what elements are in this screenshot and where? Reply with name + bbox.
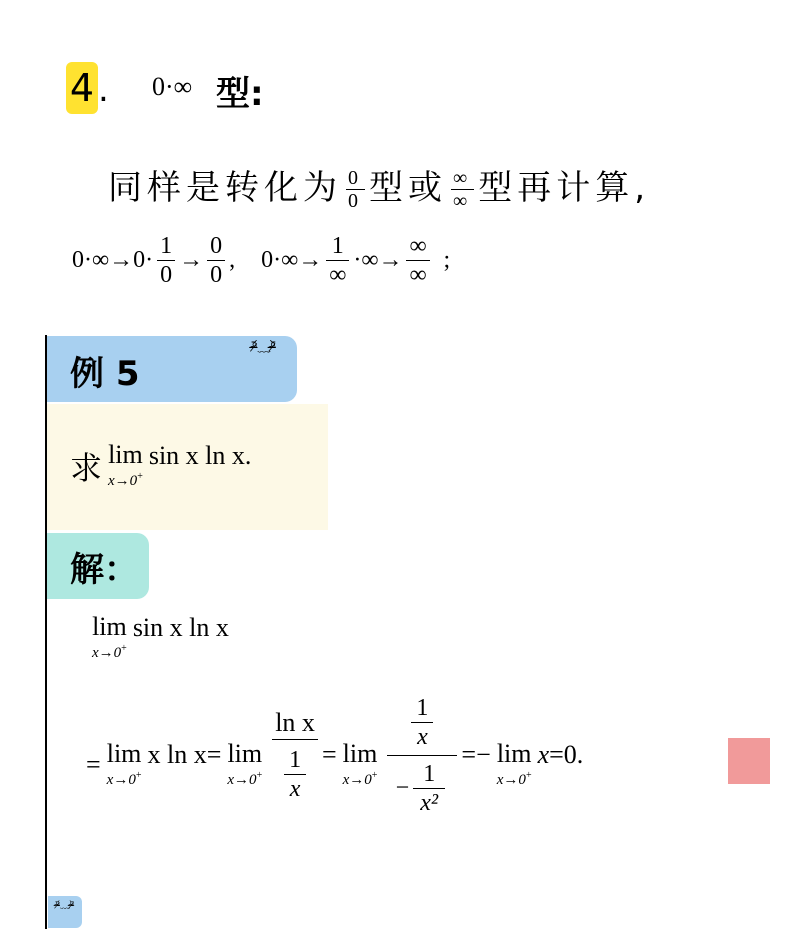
conv-b-fraction-2 — [406, 232, 429, 289]
conv-b-fraction-1 — [326, 232, 349, 289]
solution-limit — [227, 741, 262, 789]
conversion-formulas — [72, 232, 450, 289]
fraction-numerator: 1 — [160, 233, 173, 259]
conv-b-mid: ·∞ — [353, 247, 379, 273]
lim-sup: + — [525, 770, 532, 781]
intro-text-after: 型再计算, — [478, 168, 651, 208]
result-value: 0. — [563, 740, 584, 769]
conv-a-fraction-2 — [207, 232, 225, 289]
intro-text-middle: 型或 — [369, 168, 447, 208]
fraction-numerator: ln x — [275, 708, 315, 737]
lim-sup: + — [135, 770, 142, 781]
heading-expression: 0·∞ — [152, 72, 193, 101]
fraction-numerator: 0 — [348, 167, 363, 189]
question-prefix: 求 — [70, 449, 103, 487]
solution-limit — [343, 741, 378, 789]
fraction-denominator: x — [417, 723, 428, 750]
solution-limit — [497, 741, 532, 789]
lim-word: lim — [496, 739, 532, 768]
fraction-denominator: 0 — [160, 262, 173, 288]
fraction-denominator: ∞ — [453, 190, 473, 212]
arrow: → — [179, 247, 204, 273]
arrow: → — [109, 247, 134, 273]
fraction-denominator: x² — [420, 789, 439, 816]
section-number-badge: 4 — [66, 62, 98, 114]
nested-fraction — [411, 694, 433, 751]
lim-sub: x→0 — [496, 772, 526, 788]
equals-sign: = — [321, 740, 337, 769]
fraction-numerator: ∞ — [409, 233, 427, 259]
intro-fraction-infinity — [451, 167, 474, 212]
lim-sub: x→0 — [106, 772, 136, 788]
conv-separator: , — [229, 247, 236, 273]
step-2-fraction — [272, 707, 318, 803]
equals-sign: = — [461, 740, 477, 769]
solution-label: 解： — [70, 550, 138, 590]
lim-sub: x→0 — [227, 772, 257, 788]
nested-fraction — [284, 746, 306, 803]
equals-sign: = — [206, 740, 222, 769]
example-label: 例 5 — [70, 354, 140, 394]
conv-end: ; — [443, 247, 451, 273]
step-1: x ln x — [147, 740, 207, 769]
intro-fraction-zero — [346, 167, 365, 212]
lim-sub: x→0 — [108, 473, 138, 489]
solution-line-1 — [86, 614, 229, 662]
intro-line — [108, 160, 650, 212]
question-expression: sin x ln x. — [148, 441, 252, 470]
fraction-numerator: 1 — [423, 760, 436, 787]
intro-text-before: 同样是转化为 — [108, 168, 342, 208]
solution-limit — [92, 614, 127, 662]
step-4: x — [537, 740, 550, 769]
solution-expression: sin x ln x — [132, 613, 229, 642]
fraction-denominator: x — [289, 776, 301, 802]
question-row — [70, 442, 251, 490]
lim-sup: + — [121, 643, 127, 654]
fraction-numerator: 1 — [289, 747, 302, 773]
conv-a-mid: 0· — [133, 247, 154, 273]
solution-line-2 — [86, 680, 583, 850]
heading-type-label: 型: — [216, 74, 264, 114]
lim-sup: + — [256, 770, 263, 781]
lim-word: lim — [108, 440, 143, 469]
question-limit — [108, 442, 143, 490]
fraction-denominator: 0 — [210, 262, 223, 288]
nested-fraction — [413, 760, 445, 817]
arrow: → — [298, 247, 323, 273]
section-number-dot: . — [98, 70, 109, 110]
conv-a-start: 0·∞ — [72, 247, 110, 273]
arrow: → — [378, 247, 403, 273]
fraction-denominator: 0 — [348, 190, 363, 212]
equals-sign: = — [549, 740, 564, 769]
lim-sup: + — [371, 770, 378, 781]
fraction-denominator: ∞ — [329, 262, 347, 288]
fraction-numerator: 1 — [331, 233, 344, 259]
equals-sign: = — [86, 750, 101, 779]
conv-a-fraction-1 — [157, 232, 175, 289]
lim-word: lim — [227, 739, 263, 768]
fraction-denominator: ∞ — [409, 262, 427, 288]
lim-sub: x→0 — [342, 772, 372, 788]
fraction-numerator: 0 — [210, 233, 223, 259]
lim-sub: x→0 — [92, 645, 122, 661]
lim-sup: + — [137, 471, 143, 482]
lim-word: lim — [106, 739, 142, 768]
minus-sign: − — [476, 740, 491, 769]
lim-word: lim — [92, 612, 127, 641]
bottom-emoticon-sticker: ᵒ̴̶̷᷄﹏ᵒ̴̶̷᷅ — [55, 900, 75, 911]
solution-limit — [107, 741, 142, 789]
fraction-numerator: 1 — [416, 694, 429, 721]
conv-b-start: 0·∞ — [261, 247, 299, 273]
minus-sign: − — [395, 774, 410, 801]
lim-word: lim — [342, 739, 378, 768]
result-highlight — [728, 738, 770, 784]
fraction-numerator: ∞ — [453, 167, 473, 189]
step-3-fraction — [387, 694, 457, 817]
emoticon-sticker: ᵒ̴̶̷᷄﹏ᵒ̴̶̷᷅ — [252, 340, 276, 355]
